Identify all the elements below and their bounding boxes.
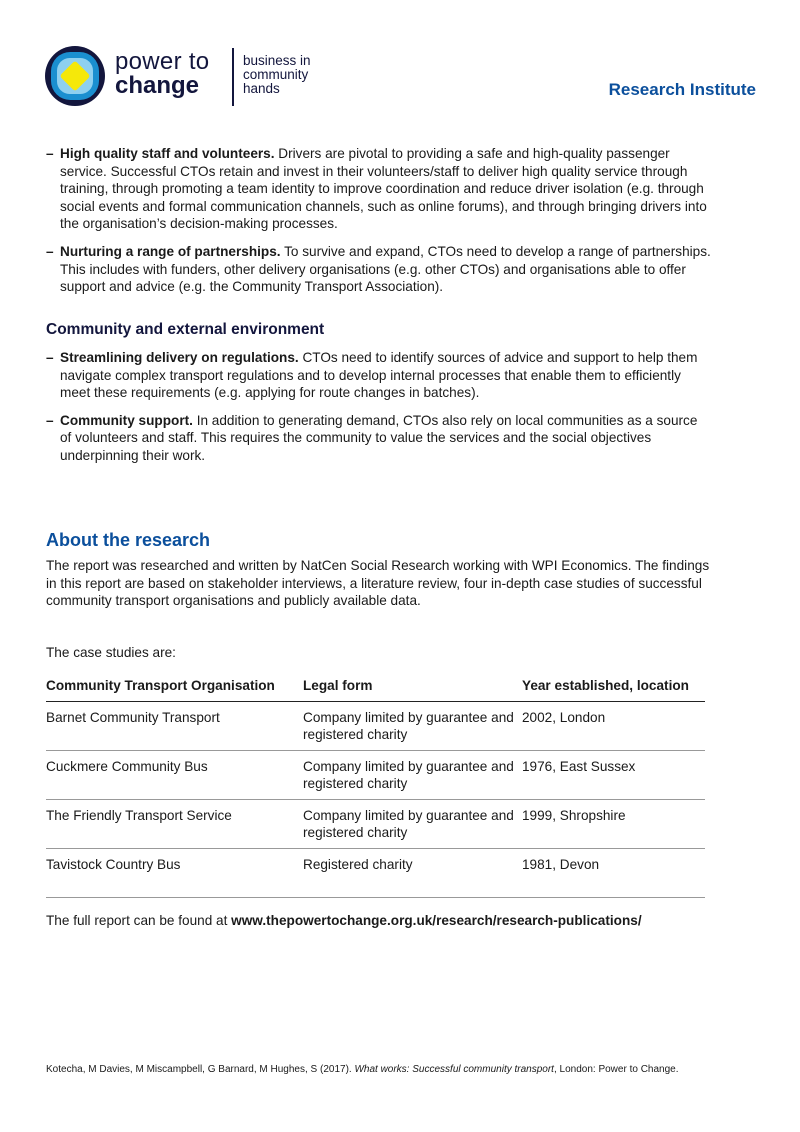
- bullet-text: To survive and expand, CTOs need to develop a range of partnerships. This includes with funders, other delivery organisations (e.g. other CTOs) and organisations able to offer support and advice (e.g. the Community Transport Association).: [60, 243, 711, 295]
- bullet-item: [46, 349, 711, 402]
- cell-legal-form: Registered charity: [303, 849, 522, 898]
- section-label: Research Institute: [608, 80, 756, 99]
- case-studies-table: [46, 676, 705, 898]
- column-header: Community Transport Organisation: [46, 676, 303, 702]
- community-bullets: [46, 349, 711, 475]
- column-header: Legal form: [303, 676, 522, 702]
- tagline-line: hands: [243, 81, 280, 96]
- logo-wordmark: [115, 50, 209, 98]
- citation: [46, 1063, 706, 1077]
- bullet-text: Drivers are pivotal to providing a safe and high-quality passenger service. Successful CTOs retain and invest in their volunteers/staff to deliver high quality service through training, through promoting a team identity to improve coordination and reduce driver isolation (e.g. through social events and formal communication channels, such as online forums), and through bringing drivers into the organisation’s decision-making processes.: [60, 146, 707, 232]
- cell-organisation: The Friendly Transport Service: [46, 800, 303, 849]
- cell-legal-form: Company limited by guarantee and registered charity: [303, 702, 522, 751]
- cell-year-location: 2002, London: [522, 702, 705, 751]
- full-report-prefix: The full report can be found at: [46, 913, 232, 928]
- column-header: Year established, location: [522, 676, 705, 702]
- case-studies-intro: The case studies are:: [46, 645, 176, 660]
- cell-year-location: 1976, East Sussex: [522, 751, 705, 800]
- table-row: [46, 849, 705, 898]
- full-report-link[interactable]: www.thepowertochange.org.uk/research/research-publications/: [231, 913, 642, 928]
- logo-line-2: change: [115, 72, 200, 99]
- logo-divider: [232, 48, 234, 106]
- bullet-lead: High quality staff and volunteers.: [60, 146, 275, 161]
- citation-rest: , London: Power to Change.: [553, 1064, 679, 1075]
- citation-authors: Kotecha, M Davies, M Miscampbell, G Barnard, M Hughes, S (2017).: [46, 1064, 355, 1075]
- bullet-item: [46, 243, 711, 296]
- citation-title: What works: Successful community transport: [354, 1064, 554, 1075]
- cell-year-location: 1981, Devon: [522, 849, 705, 898]
- bullet-lead: Streamlining delivery on regulations.: [60, 350, 299, 365]
- cell-organisation: Tavistock Country Bus: [46, 849, 303, 898]
- bullet-lead: Community support.: [60, 412, 193, 428]
- cell-legal-form: Company limited by guarantee and registered charity: [303, 751, 522, 800]
- tagline-line: business in: [243, 53, 311, 68]
- power-to-change-target-icon: [45, 46, 105, 106]
- full-report-note: [46, 913, 642, 928]
- table-row: [46, 751, 705, 800]
- cell-organisation: Cuckmere Community Bus: [46, 751, 303, 800]
- bullet-item: [46, 412, 711, 465]
- cell-year-location: 1999, Shropshire: [522, 800, 705, 849]
- top-bullets: [46, 145, 711, 306]
- about-heading: About the research: [46, 530, 211, 550]
- power-to-change-logo: [45, 46, 345, 108]
- bullet-text: In addition to generating demand, CTOs also rely on local communities as a source of volunteers and staff. This requires the community to value the services and the social objectives underpinning their work.: [60, 412, 698, 463]
- table-header-row: [46, 676, 705, 702]
- logo-line-1: power to: [115, 48, 210, 75]
- table-row: [46, 800, 705, 849]
- bullet-text: CTOs need to identify sources of advice and support to help them navigate complex transport regulations and to develop internal processes that enable them to efficiently meet these requirements (e.g. applying for route changes in batches).: [60, 350, 698, 401]
- community-heading: Community and external environment: [46, 321, 325, 338]
- bullet-lead: Nurturing a range of partnerships.: [60, 243, 281, 259]
- cell-legal-form: Company limited by guarantee and registered charity: [303, 800, 522, 849]
- tagline-line: community: [243, 67, 309, 82]
- cell-organisation: Barnet Community Transport: [46, 702, 303, 751]
- table-row: [46, 702, 705, 751]
- about-paragraph: The report was researched and written by NatCen Social Research working with WPI Economics. The findings in this report are based on stakeholder interviews, a literature review, four in-depth case studies of successful community transport organisations and publicly available data.: [46, 558, 710, 609]
- bullet-item: [46, 145, 711, 233]
- logo-tagline: [243, 54, 311, 96]
